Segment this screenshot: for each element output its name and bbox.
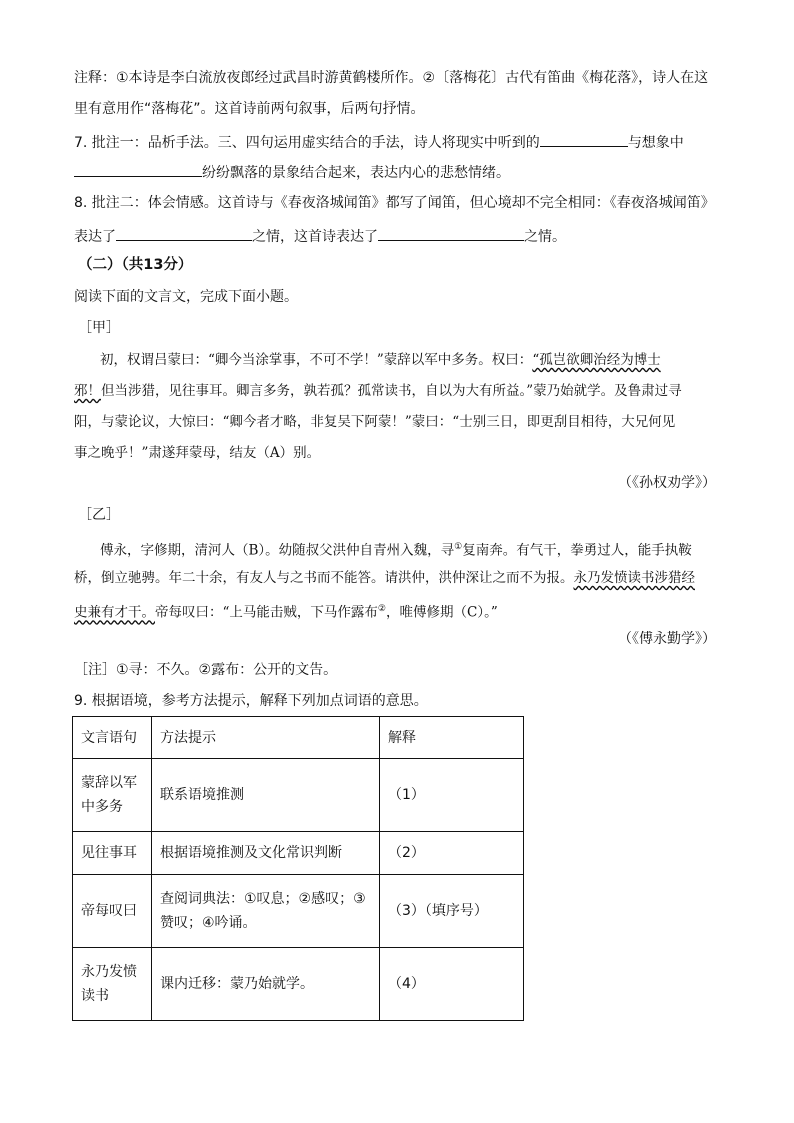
yi-l1-text-a: 傅永，字修期，清河人（B）。幼随叔父洪仲自青州入魏，寻: [100, 542, 455, 559]
jia-l1-text: 初，权谓吕蒙曰：“卿今当涂掌事，不可不学！”蒙辞以军中多务。权曰：: [100, 352, 533, 368]
passage-yi-footnote: ［注］①寻：不久。②露布：公开的文告。: [74, 662, 338, 678]
answer-cell[interactable]: （2）: [380, 832, 524, 875]
q8-blank-1[interactable]: [116, 226, 252, 241]
passage-jia-source: （《孙权劝学》）: [618, 475, 716, 491]
question-8-line-2: [74, 226, 566, 246]
jia-l2-underlined: 邪！: [74, 383, 101, 399]
passage-jia-line-1: [100, 351, 661, 369]
sentence-text: 永乃发愤: [81, 964, 137, 980]
sentence-text: 蒙辞以军: [81, 775, 137, 791]
yi-l2-text: 桥，倒立驰骋。年二十余，有友人与之书而不能答。请洪仲，洪仲深让之而不为报。: [74, 570, 574, 586]
jia-l1-underlined: “孤岂欲卿治经为博士: [532, 352, 661, 368]
q8-text-a: 表达了: [74, 229, 116, 245]
passage-jia-label: ［甲］: [78, 320, 120, 336]
passage-jia-line-4: 事之晚乎！”肃遂拜蒙母，结友（A）别。: [74, 445, 321, 461]
table-row: [73, 875, 524, 948]
jia-l2-text: 但当涉猎，见往事耳。卿言多务，孰若孤？孤常读书，自以为大有所益。”蒙乃始就学。及鲁肃过寻: [101, 383, 682, 399]
section-2-title: （二）（共13分）: [78, 257, 193, 273]
sentence-cell: [73, 948, 152, 1021]
q7-blank-2[interactable]: [74, 162, 202, 177]
question-7-line-1: [74, 132, 684, 152]
passage-jia-line-3: 阳，与蒙论议，大惊曰：“卿今者才略，非复吴下阿蒙！”蒙曰：“士别三日，即更刮目相待，大兄何见: [74, 414, 676, 430]
yi-note-ref-2: ②: [377, 604, 386, 614]
yi-l3-text-b: ，唯傅修期（C）。”: [385, 604, 498, 621]
yi-l1-text-b: 复南奔。有气干，拳勇过人，能手执鞍: [462, 542, 692, 559]
method-cell: 课内迁移：蒙乃始就学。: [152, 948, 380, 1021]
passage-yi-line-2: [74, 569, 695, 587]
q7-blank-1[interactable]: [540, 132, 628, 147]
passage-yi-line-1: [100, 538, 692, 560]
q8-text-c: 之情。: [524, 229, 566, 245]
answer-cell[interactable]: （1）: [380, 759, 524, 832]
table-row: [73, 948, 524, 1021]
question-9-title: 9. 根据语境，参考方法提示，解释下列加点词语的意思。: [74, 693, 428, 709]
q7-text-c: 纷纷飘落的景象结合起来，表达内心的悲愁情绪。: [202, 165, 510, 181]
table-header-row: [73, 717, 524, 759]
yi-note-ref-1: ①: [454, 542, 463, 552]
question-9-table: [72, 716, 524, 1021]
method-cell: 根据语境推测及文化常识判断: [152, 832, 380, 875]
sentence-text: 读书: [81, 988, 109, 1004]
passage-yi-source: （《傅永勤学》）: [618, 631, 716, 647]
method-cell: 联系语境推测: [152, 759, 380, 832]
answer-cell[interactable]: （3）（填序号）: [380, 875, 524, 948]
sentence-cell: [73, 759, 152, 832]
sentence-text: 中多务: [81, 799, 123, 815]
table-row: [73, 832, 524, 875]
yi-l3-text-a: 帝每叹曰：“上马能击贼，下马作露布: [155, 604, 378, 621]
passage-jia-line-2: [74, 382, 682, 400]
method-text: 赞叹；④吟诵。: [160, 915, 257, 931]
sentence-cell: 见往事耳: [73, 832, 152, 875]
header-cell-method: 方法提示: [152, 717, 380, 759]
question-7-line-2: [74, 162, 510, 182]
passage-yi-line-3: [74, 600, 498, 622]
passage-yi-label: ［乙］: [78, 507, 120, 523]
answer-cell[interactable]: （4）: [380, 948, 524, 1021]
yi-l3-underlined: 史兼有才干。: [74, 604, 155, 621]
q7-text-b: 与想象中: [627, 135, 684, 151]
poem-note-line-1: 注释：①本诗是李白流放夜郎经过武昌时游黄鹤楼所作。②〔落梅花〕古代有笛曲《梅花落》，诗人在这: [74, 70, 709, 86]
header-cell-sentence: 文言语句: [73, 717, 152, 759]
q7-text-a: 7. 批注一：品析手法。三、四句运用虚实结合的手法，诗人将现实中听到的: [74, 135, 540, 151]
q8-blank-2[interactable]: [378, 226, 524, 241]
section-2-instruction: 阅读下面的文言文，完成下面小题。: [74, 289, 298, 305]
yi-l2-underlined: 永乃发愤读书涉猎经: [573, 570, 695, 586]
sentence-cell: 帝每叹曰: [73, 875, 152, 948]
q8-text-b: 之情，这首诗表达了: [252, 229, 378, 245]
method-text: 查阅词典法：①叹息；②感叹；③: [160, 891, 366, 907]
method-cell: [152, 875, 380, 948]
header-cell-answer: 解释: [380, 717, 524, 759]
poem-note-line-2: 里有意用作“落梅花”。这首诗前两句叙事，后两句抒情。: [74, 101, 425, 117]
table-row: [73, 759, 524, 832]
question-8-line-1: 8. 批注二：体会情感。这首诗与《春夜洛城闻笛》都写了闻笛，但心境却不完全相同：《春夜洛城闻笛》: [74, 195, 715, 211]
